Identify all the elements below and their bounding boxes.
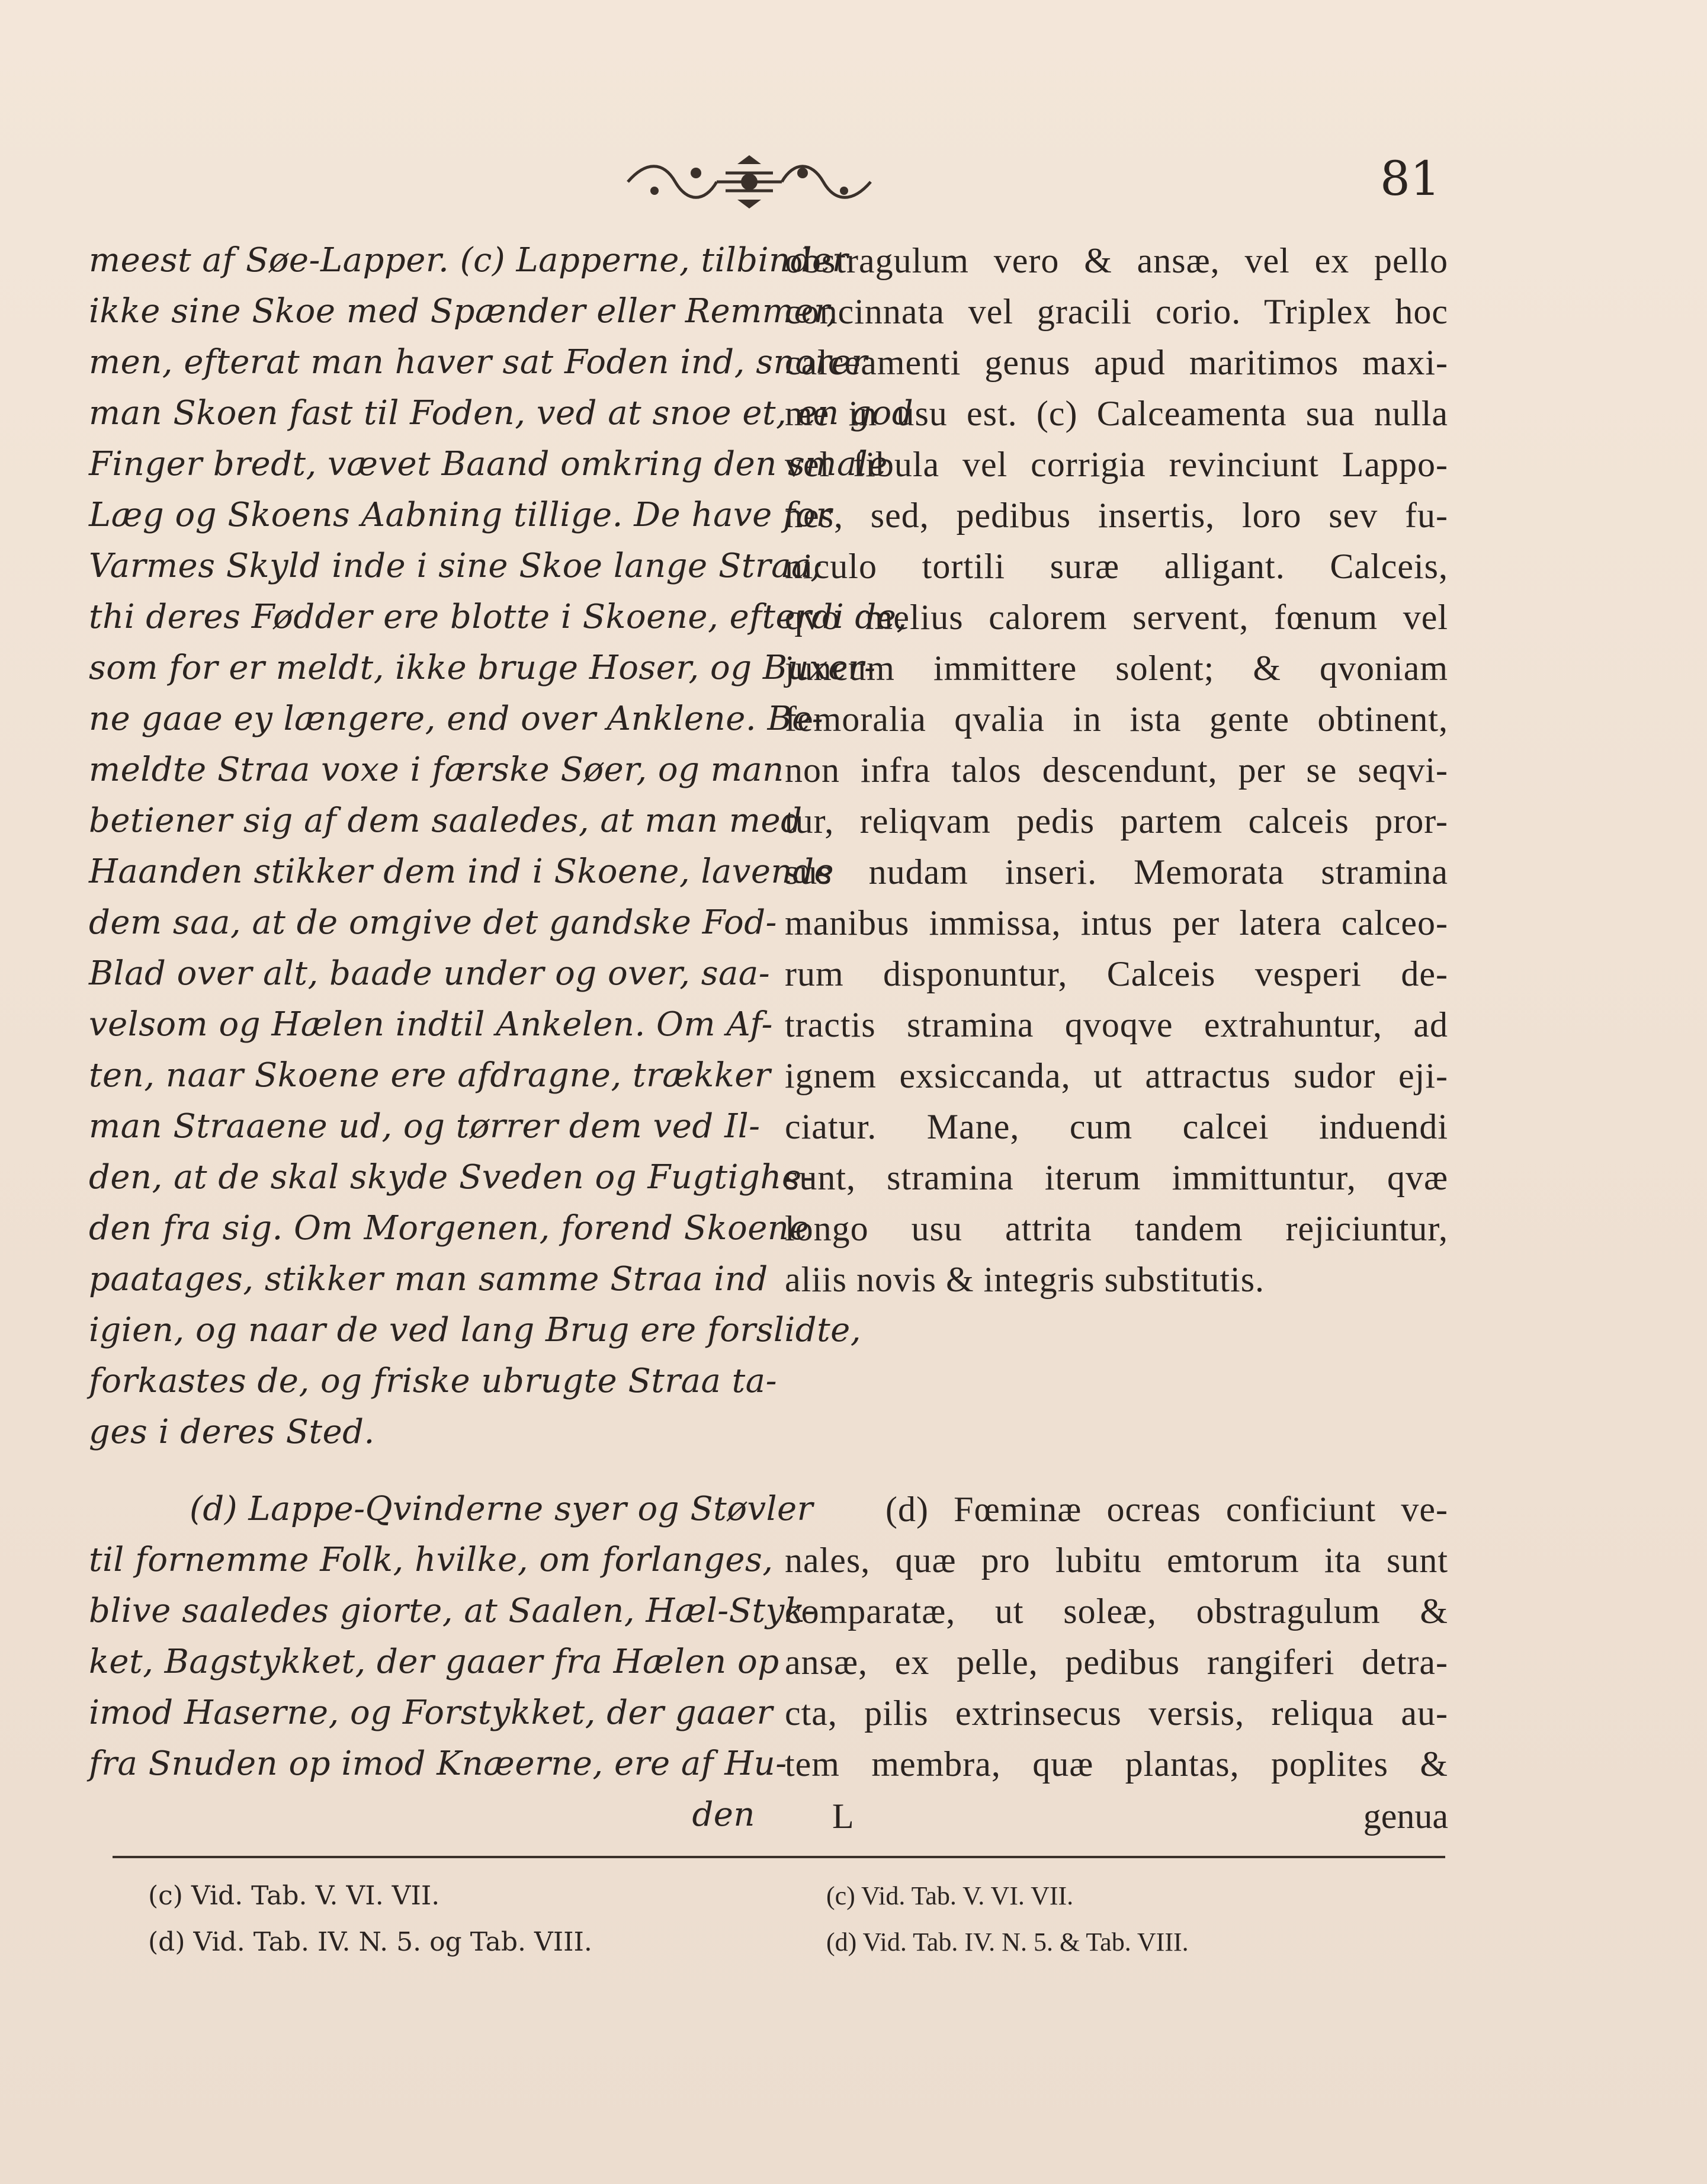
text-line: forkastes de, og friske ubrugte Straa ta- [89, 1362, 777, 1400]
text-line: Varmes Skyld inde i sine Skoe lange Straa; [89, 547, 823, 585]
page-number: 81 [1380, 151, 1440, 206]
text-line: men, efterat man haver sat Foden ind, snorer [89, 343, 868, 381]
text-line: thi deres Fødder ere blotte i Skoene, efterdi de, [89, 598, 907, 636]
text-line: tur, reliqvam pedis partem calceis pror- [785, 801, 1448, 841]
text-line: calceamenti genus apud maritimos maxi- [785, 343, 1448, 382]
text-line: man Straaene ud, og tørrer dem ved Il- [89, 1107, 761, 1146]
text-line: meldte Straa voxe i færske Søer, og man [89, 751, 784, 789]
text-line: manibus immissa, intus per latera calceo- [785, 903, 1448, 942]
catchword: genua [1363, 1797, 1448, 1836]
text-line: den fra sig. Om Morgenen, forend Skoene [89, 1209, 810, 1247]
text-line: ten, naar Skoene ere afdragne, trækker [89, 1056, 771, 1095]
footnote-danish-d: (d) Vid. Tab. IV. N. 5. og Tab. VIII. [148, 1927, 592, 1957]
text-line: igien, og naar de ved lang Brug ere forslidte, [89, 1311, 862, 1349]
text-line: ansæ, ex pelle, pedibus rangiferi detra- [785, 1643, 1448, 1682]
footnote-latin-c: (c) Vid. Tab. V. VI. VII. [826, 1881, 1074, 1910]
text-line: femoralia qvalia in ista gente obtinent, [785, 700, 1448, 739]
text-line: ikke sine Skoe med Spænder eller Remmer, [89, 292, 838, 331]
text-line: fra Snuden op imod Knæerne, ere af Hu- [89, 1744, 787, 1783]
text-line: velsom og Hælen indtil Ankelen. Om Af- [89, 1005, 773, 1044]
text-line: non infra talos descendunt, per se seqvi- [785, 751, 1448, 790]
text-line: me in usu est. (c) Calceamenta sua nulla [785, 394, 1448, 433]
text-line: ignem exsiccanda, ut attractus sudor eji- [785, 1056, 1448, 1095]
text-line: Haanden stikker dem ind i Skoene, lavende [89, 852, 835, 891]
latin-text-block-d [785, 1484, 1448, 1789]
latin-catchline [785, 1791, 1448, 1842]
text-line: nales, quæ pro lubitu emtorum ita sunt [785, 1541, 1448, 1580]
headpiece-ornament-icon [622, 155, 877, 209]
text-line: Finger bredt, vævet Baand omkring den smale [89, 445, 888, 483]
text-line: som for er meldt, ikke bruge Hoser, og Buxer- [89, 649, 876, 687]
text-line: ges i deres Sted. [89, 1413, 375, 1451]
text-line: tractis stramina qvoqve extrahuntur, ad [785, 1005, 1448, 1044]
text-line: juncum immittere solent; & qvoniam [785, 649, 1448, 688]
text-line: nes, sed, pedibus insertis, loro sev fu- [785, 496, 1448, 535]
text-line: comparatæ, ut soleæ, obstragulum & [785, 1592, 1448, 1631]
text-line: ciatur. Mane, cum calcei induendi [785, 1107, 1448, 1146]
text-line: (d) Fœminæ ocreas conficiunt ve- [885, 1490, 1448, 1529]
danish-text-block-d [89, 1484, 816, 1840]
text-line: meest af Søe-Lapper. (c) Lapperne, tilbinder [89, 241, 848, 280]
text-line: (d) Lappe-Qvinderne syer og Støvler [190, 1490, 813, 1528]
text-line: paatages, stikker man samme Straa ind [89, 1260, 768, 1298]
danish-text-block-c [89, 235, 914, 1458]
text-line: betiener sig af dem saaledes, at man med [89, 801, 803, 840]
text-line: tem membra, quæ plantas, poplites & [785, 1744, 1448, 1784]
text-line: longo usu attrita tandem rejiciuntur, [785, 1209, 1448, 1248]
text-line: Blad over alt, baade under og over, saa- [89, 954, 771, 993]
text-line: Læg og Skoens Aabning tillige. De have for [89, 496, 832, 534]
text-line: ne gaae ey længere, end over Anklene. Be- [89, 700, 824, 738]
footnote-danish-c: (c) Vid. Tab. V. VI. VII. [148, 1881, 440, 1911]
text-line: aliis novis & integris substitutis. [785, 1260, 1265, 1299]
text-line: rum disponuntur, Calceis vesperi de- [785, 954, 1448, 993]
catchword: den [692, 1795, 755, 1834]
text-line: dem saa, at de omgive det gandske Fod- [89, 903, 777, 942]
text-line: imod Haserne, og Forstykket, der gaaer [89, 1694, 773, 1732]
text-line: vel fibula vel corrigia revinciunt Lappo- [785, 445, 1448, 484]
signature-mark: L [832, 1797, 854, 1836]
text-line: den, at de skal skyde Sveden og Fugtighe- [89, 1158, 814, 1197]
text-line: obstragulum vero & ansæ, vel ex pello [785, 241, 1448, 280]
text-line: man Skoen fast til Foden, ved at snoe et, en god [89, 394, 914, 432]
text-line: concinnata vel gracili corio. Triplex hoc [785, 292, 1448, 331]
text-line: sunt, stramina iterum immittuntur, qvæ [785, 1158, 1448, 1197]
text-line: blive saaledes giorte, at Saalen, Hæl-Styk- [89, 1592, 816, 1630]
text-line: qvo melius calorem servent, fœnum vel [785, 598, 1448, 637]
text-line: ket, Bagstykket, der gaaer fra Hælen op [89, 1643, 779, 1681]
footnote-latin-d: (d) Vid. Tab. IV. N. 5. & Tab. VIII. [826, 1928, 1189, 1957]
latin-text-block-c [785, 235, 1448, 1305]
text-line: cta, pilis extrinsecus versis, reliqua au- [785, 1694, 1448, 1733]
text-line: niculo tortili suræ alligant. Calceis, [785, 547, 1448, 586]
text-line: sus nudam inseri. Memorata stramina [785, 852, 1448, 891]
footnote-rule [113, 1856, 1445, 1858]
text-line: til fornemme Folk, hvilke, om forlanges, [89, 1541, 774, 1579]
